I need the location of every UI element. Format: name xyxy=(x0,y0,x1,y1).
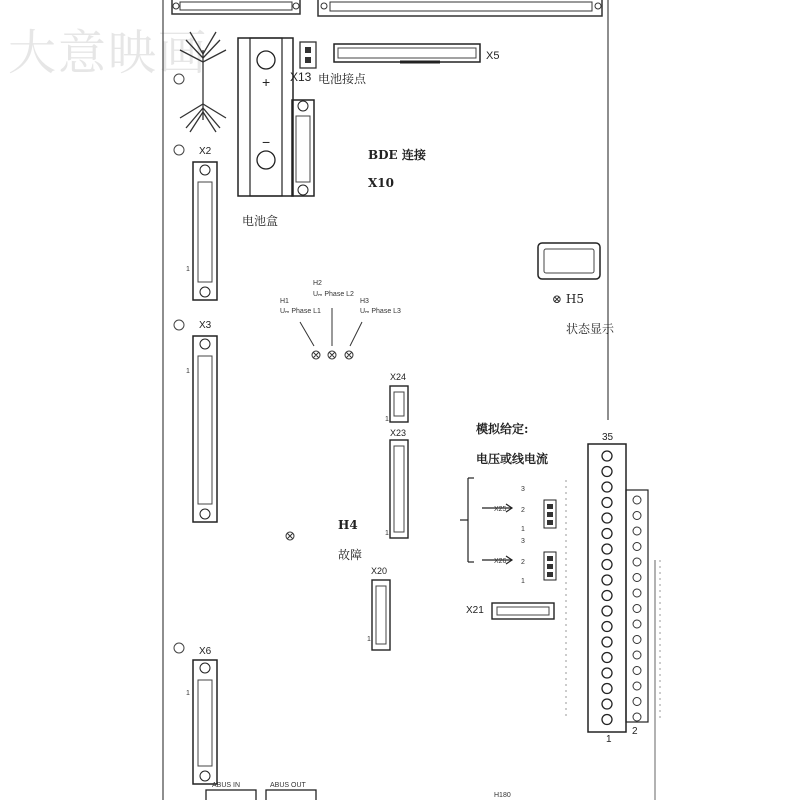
label-h180: H180 xyxy=(494,792,511,799)
x26-jumper xyxy=(544,552,556,580)
terminal-screw xyxy=(633,543,641,551)
pin-1-marker: 1 xyxy=(186,690,190,697)
battery-box xyxy=(238,38,293,196)
label-x2: X2 xyxy=(199,146,212,157)
terminal-screw xyxy=(602,637,612,647)
label-abus-out: ABUS OUT xyxy=(270,782,306,789)
x25-jumper xyxy=(544,500,556,528)
terminal-screw xyxy=(633,512,641,520)
heatsink-symbol xyxy=(180,32,226,132)
phase-leds xyxy=(300,308,362,359)
x10-connector xyxy=(292,100,314,196)
terminal-screw xyxy=(602,544,612,554)
mount-hole xyxy=(174,643,184,653)
terminal-screw xyxy=(602,653,612,663)
x2-connector xyxy=(193,162,217,300)
terminal-screw xyxy=(633,605,641,613)
x21-connector xyxy=(492,603,554,619)
abus-out-connector xyxy=(266,790,316,800)
terminal-screw xyxy=(602,699,612,709)
terminal-screw xyxy=(633,558,641,566)
label-fault: 故障 xyxy=(338,548,363,562)
x23-connector xyxy=(390,440,408,538)
terminal-screw xyxy=(602,668,612,678)
terminal-screw xyxy=(633,589,641,597)
label-phase-l3: Uₘ Phase L3 xyxy=(360,308,401,315)
terminal-screw xyxy=(602,715,612,725)
terminal-screw xyxy=(602,513,612,523)
mount-hole xyxy=(174,74,184,84)
label-terminal-1: 1 xyxy=(606,734,612,745)
top-connector-left xyxy=(172,0,300,14)
mount-hole xyxy=(174,145,184,155)
terminal-screw xyxy=(633,651,641,659)
terminal-screw xyxy=(602,467,612,477)
watermark: 大意映画 xyxy=(8,25,209,81)
label-x6: X6 xyxy=(199,646,212,657)
label-abus-in: ABUS IN xyxy=(212,782,241,789)
x5-connector xyxy=(334,44,480,62)
label-battery-contact: 电池接点 xyxy=(318,72,367,86)
label-h3: H3 xyxy=(360,298,369,305)
battery-minus: − xyxy=(262,134,271,150)
label-x13: X13 xyxy=(290,70,312,84)
x25-pin-3: 3 xyxy=(521,486,525,493)
x13-jumper xyxy=(300,42,316,68)
terminal-screw xyxy=(602,560,612,570)
terminal-screw xyxy=(602,482,612,492)
label-analog-setpoint: 模拟给定: xyxy=(476,422,529,436)
terminal-screw xyxy=(602,606,612,616)
label-x26: X26 xyxy=(494,558,507,565)
x24-connector xyxy=(390,386,408,422)
mount-hole xyxy=(174,320,184,330)
terminal-screw xyxy=(602,684,612,694)
terminal-screw xyxy=(633,682,641,690)
label-h2: H2 xyxy=(313,280,322,287)
x3-connector xyxy=(193,336,217,522)
label-x24: X24 xyxy=(390,372,407,382)
pin-1-marker: 1 xyxy=(385,416,389,423)
terminal-screw xyxy=(633,620,641,628)
terminal-screw xyxy=(602,575,612,585)
status-display xyxy=(538,243,600,279)
terminal-screw xyxy=(602,622,612,632)
top-connector-right xyxy=(318,0,602,16)
label-phase-l2: Uₘ Phase L2 xyxy=(313,291,354,298)
label-x10: X10 xyxy=(368,176,395,190)
label-x21: X21 xyxy=(466,605,484,616)
label-x23: X23 xyxy=(390,428,407,438)
label-h4: H4 xyxy=(338,518,358,532)
terminal-screw xyxy=(602,451,612,461)
pin-1-marker: 1 xyxy=(186,266,190,273)
label-bde-connect: BDE 连接 xyxy=(368,148,426,162)
abus-in-connector xyxy=(206,790,256,800)
pin-1-marker: 1 xyxy=(186,368,190,375)
x6-connector xyxy=(193,660,217,784)
label-x3: X3 xyxy=(199,320,212,331)
terminal-strip xyxy=(588,444,648,732)
terminal-screw xyxy=(602,529,612,539)
label-x25: X25 xyxy=(494,506,507,513)
label-h1: H1 xyxy=(280,298,289,305)
x25-pin-2: 2 xyxy=(521,507,525,514)
x20-connector xyxy=(372,580,390,650)
label-x5: X5 xyxy=(486,50,500,62)
x25-pin-1: 1 xyxy=(521,526,525,533)
terminal-screw xyxy=(633,636,641,644)
pin-1-marker: 1 xyxy=(367,636,371,643)
terminal-screw xyxy=(633,496,641,504)
label-terminal-2: 2 xyxy=(632,726,638,737)
terminal-screw xyxy=(633,527,641,535)
terminal-screw xyxy=(633,574,641,582)
battery-plus: + xyxy=(262,74,271,90)
label-battery-box: 电池盒 xyxy=(242,214,279,228)
terminal-screw xyxy=(633,667,641,675)
label-phase-l1: Uₘ Phase L1 xyxy=(280,308,321,315)
label-voltage-or-current: 电压或线电流 xyxy=(476,452,549,466)
x26-pin-2: 2 xyxy=(521,559,525,566)
x26-pin-1: 1 xyxy=(521,578,525,585)
label-h5: ⊗ H5 xyxy=(552,292,584,306)
jumper-bracket xyxy=(460,478,512,564)
terminal-screw xyxy=(633,698,641,706)
label-x20: X20 xyxy=(371,566,388,576)
label-status-display: 状态显示 xyxy=(566,322,615,336)
h4-led xyxy=(286,532,294,540)
pin-1-marker: 1 xyxy=(385,530,389,537)
label-terminal-35: 35 xyxy=(602,432,614,443)
terminal-screw xyxy=(602,498,612,508)
x26-pin-3: 3 xyxy=(521,538,525,545)
terminal-screw xyxy=(602,591,612,601)
terminal-screw xyxy=(633,713,641,721)
